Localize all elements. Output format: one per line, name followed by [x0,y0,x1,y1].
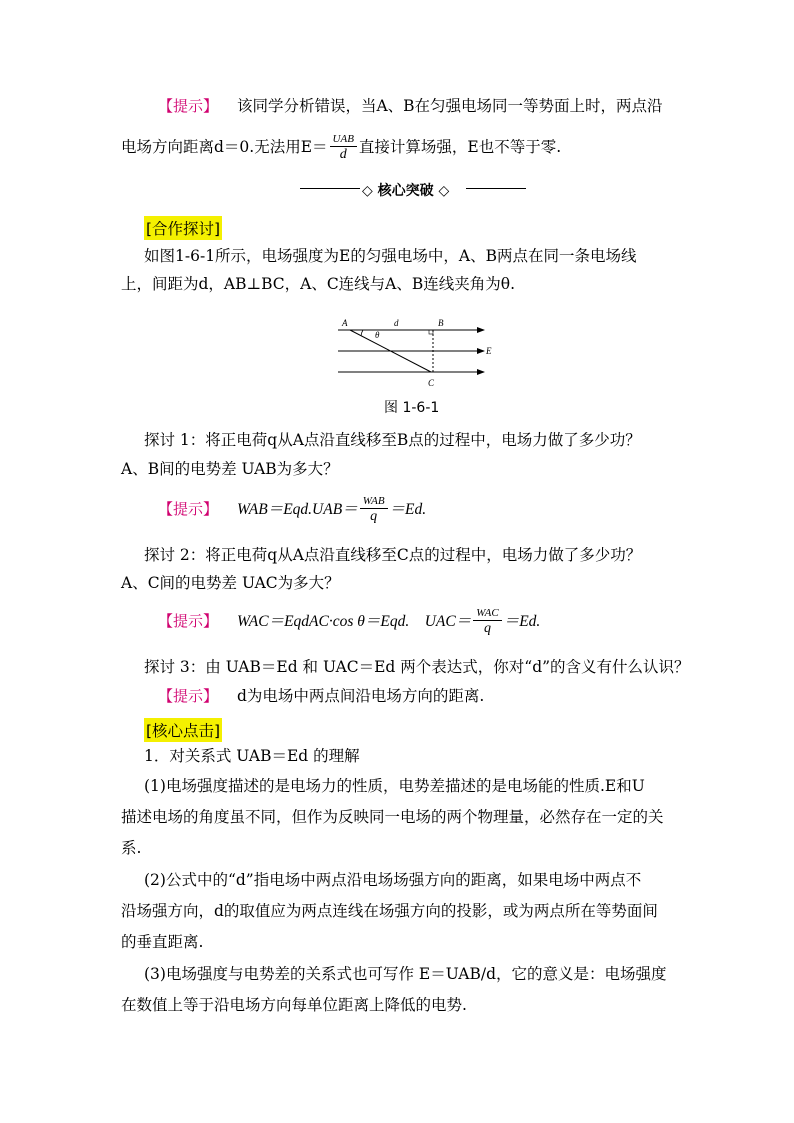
hint2-text-post: ＝Ed. [389,501,427,518]
hint4 [158,686,484,706]
hint1-text-pre: 电场方向距离d＝0.无法用E＝ [121,138,328,156]
label-e: E [486,346,492,356]
hint1-text-line1: 该同学分析错误，当A、B在匀强电场同一等势面上时，两点沿 [236,97,663,115]
intro-line1: 如图1-6-1所示，电场强度为E的匀强电场中，A、B两点在同一条电场线 [144,247,637,265]
field-diagram [330,308,500,392]
core-heading: ◇ 核心突破 ◇ [362,183,450,199]
hint-label: 【提示】 [158,500,219,518]
divider-right [466,188,526,189]
frac-numerator: WAC [473,607,501,621]
label-theta: θ [375,330,380,340]
hint1-line1 [158,96,663,116]
hint-label: 【提示】 [158,97,219,115]
paragraph2-line1: (2)公式中的“d”指电场中两点沿电场场强方向的距离，如果电场中两点不 [144,871,642,889]
paragraph2-line2: 沿场强方向，d的取值应为两点连线在场强方向的投影，或为两点所在等势面间 [121,902,658,920]
frac-numerator: WAB [360,495,388,509]
tag-core-points: [核心点击] [144,718,222,742]
hint2-fraction [360,495,388,525]
question3: 探讨 3：由 UAB＝Ed 和 UAC＝Ed 两个表达式，你对“d”的含义有什么认识？ [144,658,690,676]
hint1-fraction [330,133,357,163]
divider-left [300,188,360,189]
hint-label: 【提示】 [158,687,219,705]
hint-label: 【提示】 [158,612,219,630]
paragraph3-line1: (3)电场强度与电势差的关系式也可写作 E＝UAB/d，它的意义是：电场强度 [144,965,667,983]
hint3-fraction [473,607,501,637]
frac-numerator: UAB [330,133,357,147]
hint2-text-pre: WAB＝Eqd.UAB＝ [236,501,358,518]
hint4-text: d为电场中两点间沿电场方向的距离. [236,687,485,705]
right-angle-mark [429,330,433,334]
label-a: A [342,318,348,328]
label-d: d [394,318,399,328]
angle-arc [361,330,363,336]
question2-line1: 探讨 2：将正电荷q从A点沿直线移至C点的过程中，电场力做了多少功？ [144,546,642,564]
paragraph1-line2: 描述电场的角度虽不同，但作为反映同一电场的两个物理量，必然存在一定的关 [121,808,664,826]
paragraph1-line1: (1)电场强度描述的是电场力的性质，电势差描述的是电场能的性质.E和U [144,777,645,795]
item1-heading: 1．对关系式 UAB＝Ed 的理解 [144,747,360,765]
label-c: C [428,378,435,388]
paragraph3-line2: 在数值上等于沿电场方向每单位距离上降低的电势. [121,996,467,1014]
frac-denominator: d [339,147,347,162]
tag-cooperative-discussion: [合作探讨] [144,216,222,240]
hint3 [158,604,540,639]
figure-caption: 图 1-6-1 [384,400,440,416]
hint2 [158,492,426,527]
question1-line2: A、B间的电势差 UAB为多大？ [121,460,339,478]
hint3-text-post: ＝Ed. [503,613,541,630]
hint1-text-post: 直接计算场强，E也不等于零. [358,138,562,156]
paragraph1-line3: 系. [121,839,142,857]
frac-denominator: q [370,509,378,524]
intro-line2: 上，间距为d，AB⊥BC，A、C连线与A、B连线夹角为θ. [121,275,516,293]
question1-line1: 探讨 1：将正电荷q从A点沿直线移至B点的过程中，电场力做了多少功？ [144,431,641,449]
hint3-text-pre: WAC＝EqdAC·cos θ＝Eqd. UAC＝ [236,613,472,630]
label-b: B [438,318,444,328]
hint1-line2 [121,130,561,164]
frac-denominator: q [483,621,491,636]
paragraph2-line3: 的垂直距离. [121,933,204,951]
question2-line2: A、C间的电势差 UAC为多大？ [121,574,340,592]
